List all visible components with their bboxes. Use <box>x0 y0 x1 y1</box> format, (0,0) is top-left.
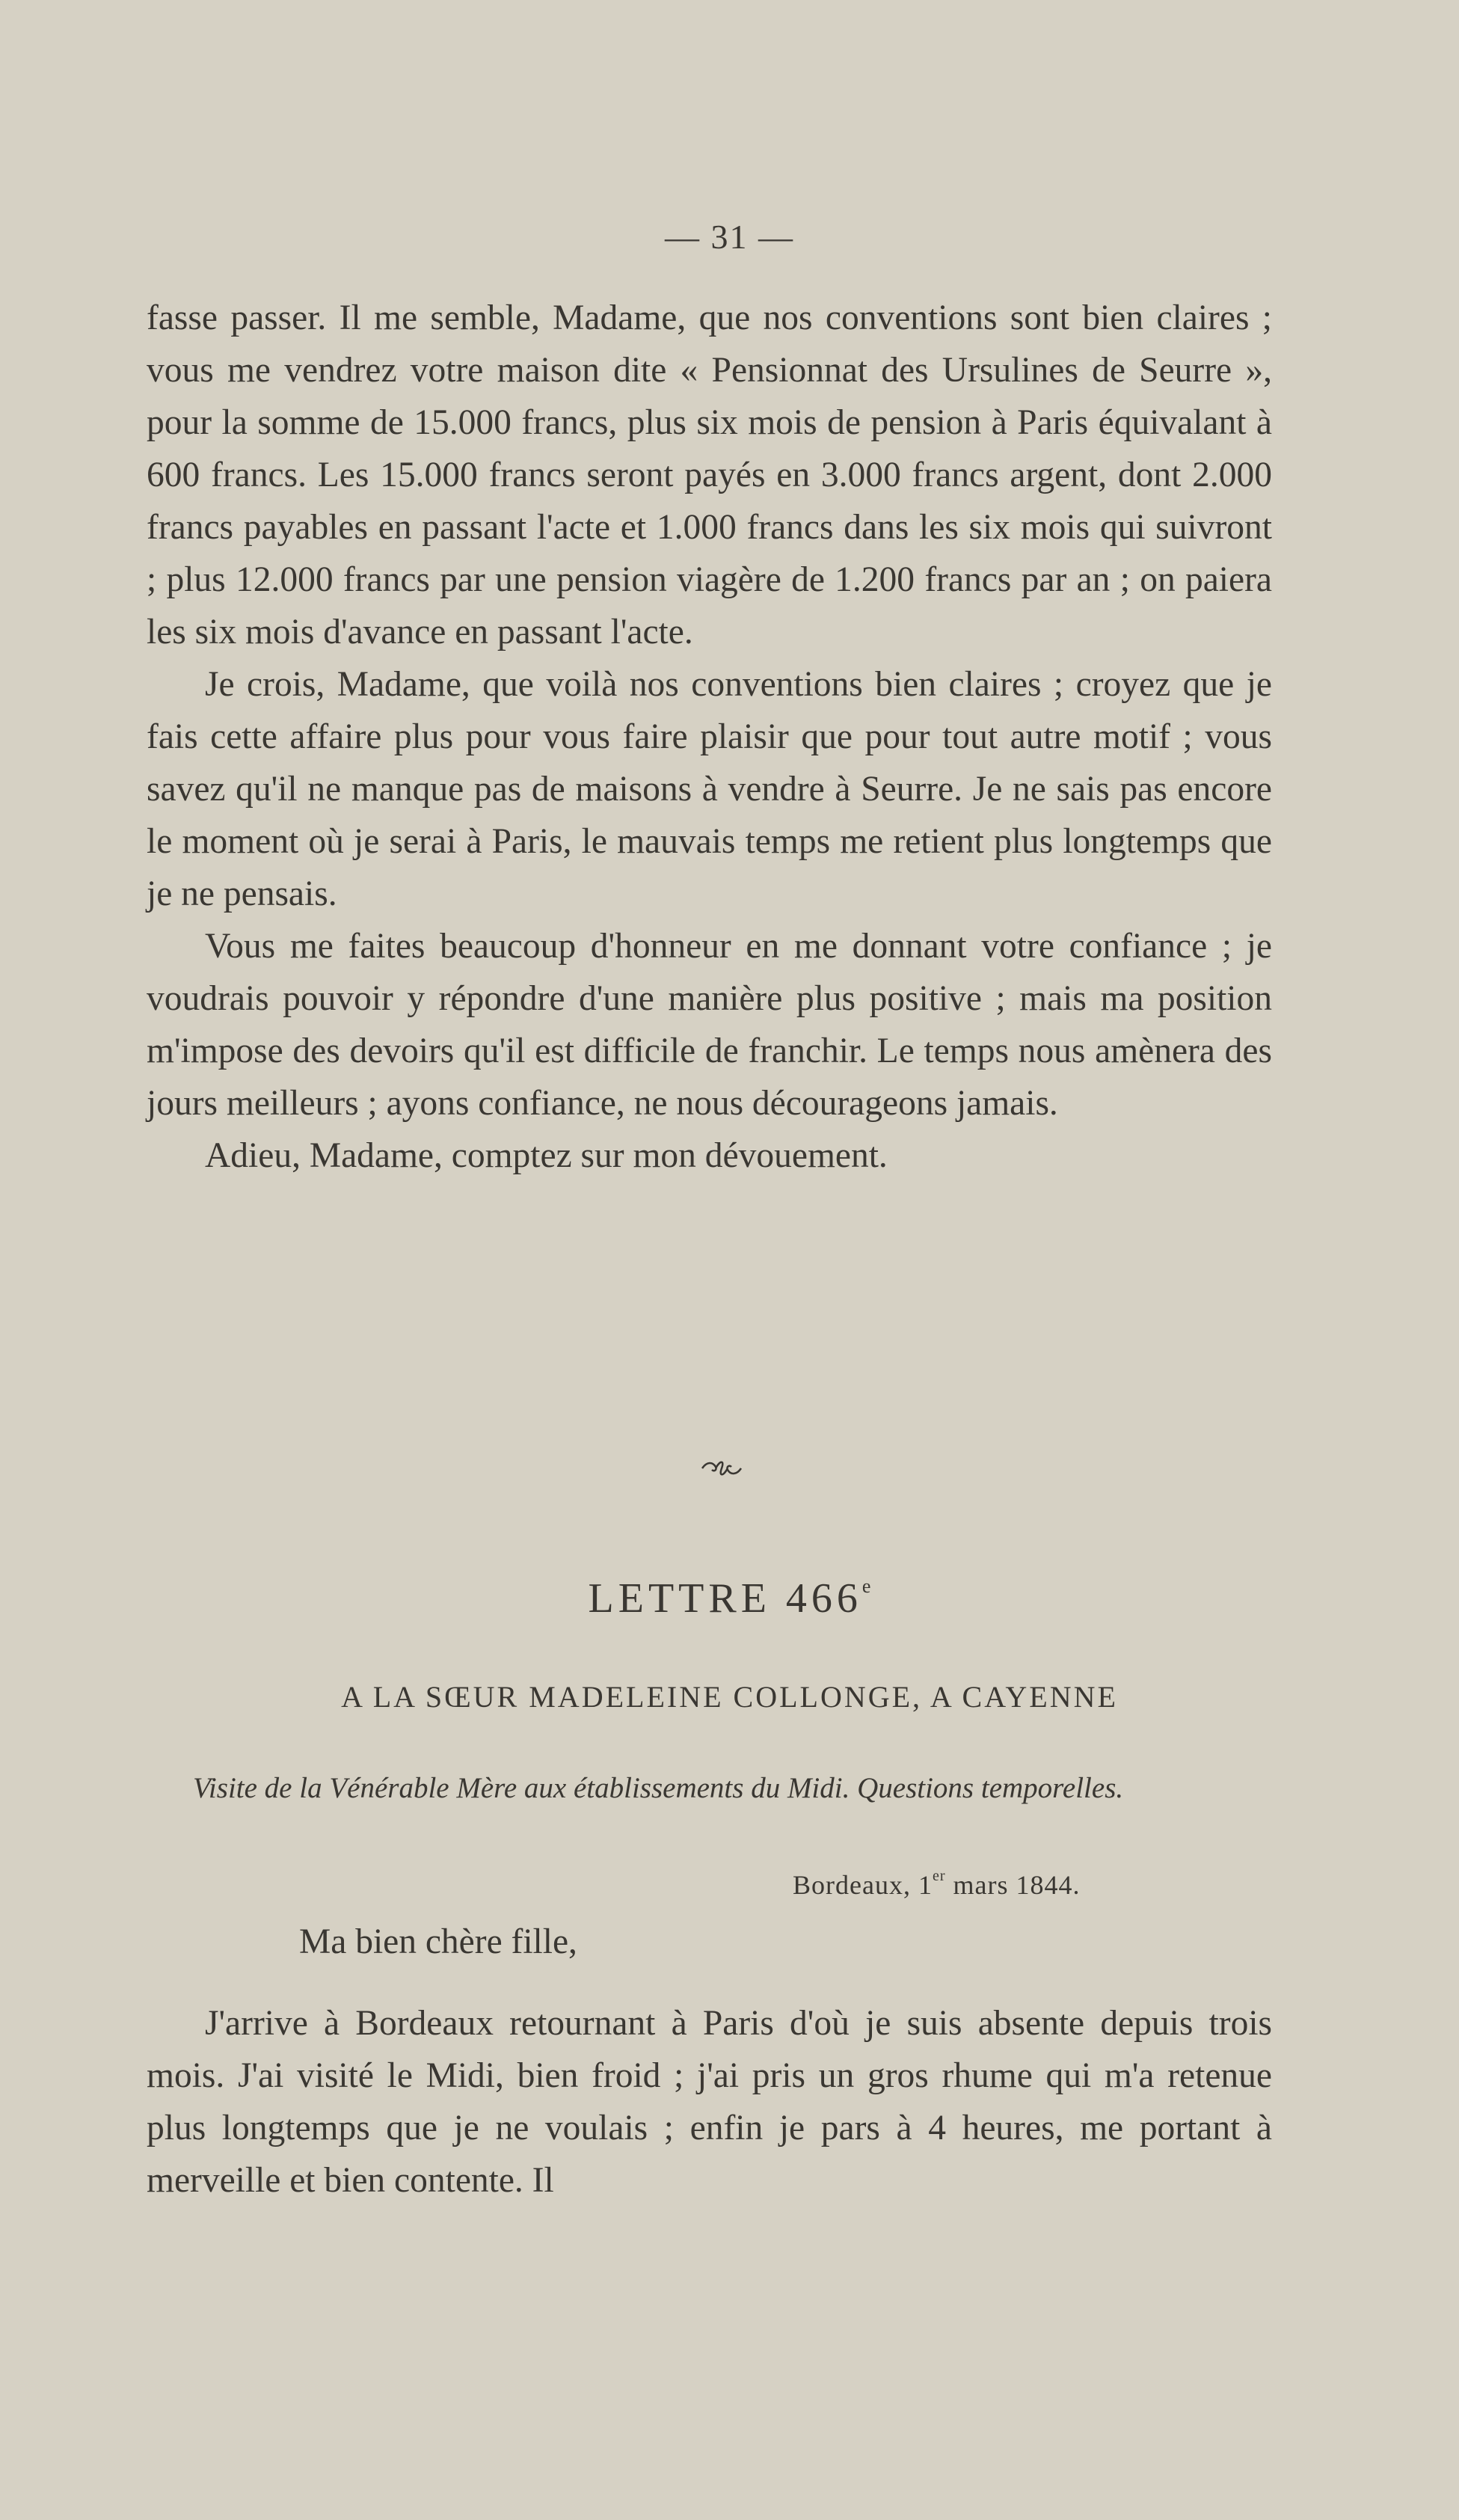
letter-body <box>147 1997 1272 2207</box>
letter-title-suffix: e <box>861 1575 871 1597</box>
dateline-ordinal: er <box>932 1868 946 1884</box>
letter-title <box>0 1575 1459 1622</box>
page-number: — 31 — <box>665 218 794 256</box>
letter-summary: Visite de la Vénérable Mère aux établissements du Midi. Questions temporelles. <box>193 1772 1124 1804</box>
letter-title-text: LETTRE 466 <box>588 1575 862 1622</box>
letter-addressee: A LA SŒUR MADELEINE COLLONGE, A CAYENNE <box>341 1680 1118 1714</box>
letter-dateline <box>793 1868 1081 1901</box>
letter-continuation <box>147 292 1272 1182</box>
paragraph: fasse passer. Il me semble, Madame, que nos conventions sont bien claires ; vous me vendrez votre maison dite « Pensionnat des Ursulines de Seurre », pour la somme de 15.000 francs, plus six mois de pension à Paris équivalant à 600 francs. Les 15.000 francs seront payés en 3.000 francs argent, dont 2.000 francs payables en passant l'acte et 1.000 francs dans les six mois qui suivront ; plus 12.000 francs par une pension viagère de 1.200 francs par an ; on paiera les six mois d'avance en passant l'acte. <box>147 298 1272 652</box>
dateline-month-year: mars 1844. <box>945 1870 1081 1900</box>
letter-salutation: Ma bien chère fille, <box>299 1922 577 1961</box>
paragraph: Vous me faites beaucoup d'honneur en me donnant votre confiance ; je voudrais pouvoir y répondre d'une manière plus positive ; mais ma position m'impose des devoirs qu'il est difficile de franchir. Le temps nous amènera des jours meilleurs ; ayons confiance, ne nous décourageons jamais. <box>147 927 1272 1123</box>
paragraph: Adieu, Madame, comptez sur mon dévouement. <box>205 1136 888 1175</box>
dateline-place-day: Bordeaux, 1 <box>793 1870 933 1900</box>
paragraph: J'arrive à Bordeaux retournant à Paris d'où je suis absente depuis trois mois. J'ai visité le Midi, bien froid ; j'ai pris un gros rhume qui m'a retenue plus longtemps que je ne voulais ; enfin je pars à 4 heures, me portant à merveille et bien contente. Il <box>147 2004 1272 2200</box>
fleuron-ornament-icon <box>699 1457 744 1480</box>
paragraph: Je crois, Madame, que voilà nos conventions bien claires ; croyez que je fais cette affaire plus pour vous faire plaisir que pour tout autre motif ; vous savez qu'il ne manque pas de maisons à vendre à Seurre. Je ne sais pas encore le moment où je serai à Paris, le mauvais temps me retient plus longtemps que je ne pensais. <box>147 665 1272 913</box>
